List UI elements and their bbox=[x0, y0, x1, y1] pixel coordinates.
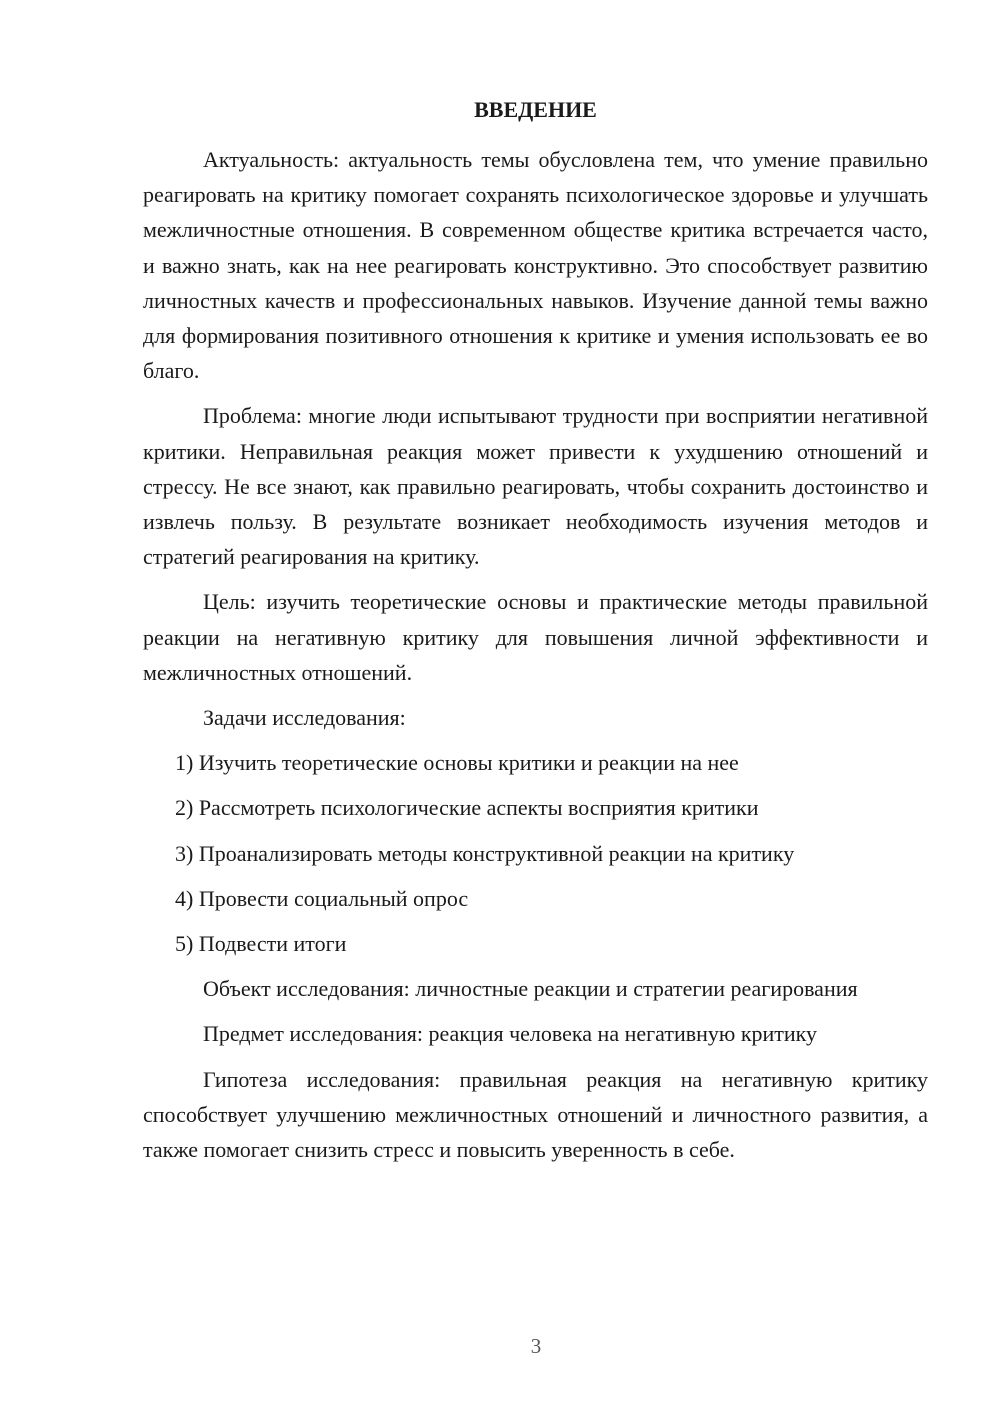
hypothesis-paragraph: Гипотеза исследования: правильная реакция на негативную критику способствует улучшению межличностных отношений и личностного развития, а также помогает снизить стресс и повысить уверенность в себе. bbox=[143, 1066, 928, 1163]
task-item: 2) Рассмотреть психологические аспекты восприятия критики bbox=[175, 795, 759, 821]
page-title: ВВЕДЕНИЕ bbox=[474, 97, 597, 122]
tasks-heading: Задачи исследования: bbox=[203, 705, 406, 731]
document-page bbox=[143, 94, 928, 1177]
task-item: 4) Провести социальный опрос bbox=[175, 885, 469, 911]
task-item: 3) Проанализировать методы конструктивной реакции на критику bbox=[175, 840, 795, 866]
task-item: 1) Изучить теоретические основы критики и реакции на нее bbox=[175, 750, 739, 776]
page-number: 3 bbox=[530, 1334, 542, 1358]
relevance-paragraph: Актуальность: актуальность темы обусловлена тем, что умение правильно реагировать на критику помогает сохранять психологическое здоровье и улучшать межличностные отношения. В современном обществе критика встречается часто, и важно знать, как на нее реагировать конструктивно. Это способствует развитию личностных качеств и профессиональных навыков. Изучение данной темы важно для формирования позитивного отношения к критике и умения использовать ее во благо. bbox=[143, 147, 928, 384]
problem-paragraph: Проблема: многие люди испытывают трудности при восприятии негативной критики. Неправильная реакция может привести к ухудшению отношений и стрессу. Не все знают, как правильно реагировать, чтобы сохранить достоинство и извлечь пользу. В результате возникает необходимость изучения методов и стратегий реагирования на критику. bbox=[143, 403, 928, 570]
goal-paragraph: Цель: изучить теоретические основы и практические методы правильной реакции на негативную критику для повышения личной эффективности и межличностных отношений. bbox=[143, 589, 928, 685]
tasks-list bbox=[143, 745, 928, 961]
task-item: 5) Подвести итоги bbox=[175, 931, 347, 957]
subject-paragraph: Предмет исследования: реакция человека на негативную критику bbox=[203, 1021, 818, 1047]
object-paragraph: Объект исследования: личностные реакции и стратегии реагирования bbox=[203, 976, 858, 1002]
